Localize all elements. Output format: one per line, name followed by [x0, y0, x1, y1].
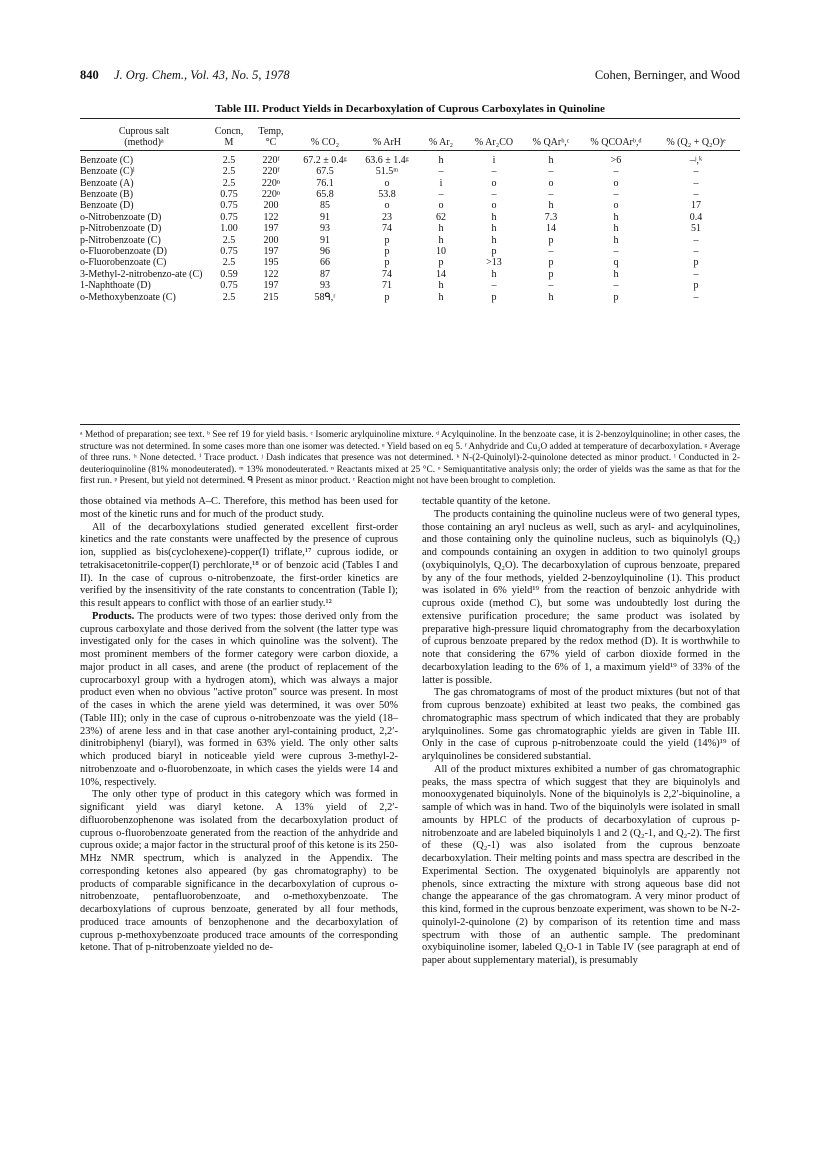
- table-cell: h: [613, 268, 619, 280]
- table-cell: h: [438, 280, 444, 292]
- table-cell: o: [384, 200, 390, 212]
- table-cell: 0.75: [220, 189, 238, 201]
- table-cell: o: [613, 177, 619, 189]
- table-cell: 2.5: [222, 234, 236, 246]
- column-header: % QCOArᵇ,ᵈ: [590, 137, 642, 149]
- table-cell: 197: [263, 246, 279, 258]
- table-cell: –: [438, 166, 444, 178]
- table-cell: i: [492, 154, 496, 166]
- cuprous-salt-cell: Benzoate (A): [80, 177, 134, 189]
- table-cell: h: [438, 234, 444, 246]
- paragraph: All of the product mixtures exhibited a number of gas chromatographic peaks, the mass spectra of which suggest that they are biquinolyls and monooxygenated biquinolyls. None of the biquinolyls is 2,2′-biquinoline, a sample of which was in hand. Two of the biquinolyls were isolated in small amounts by HPLC of the products of decarboxylation of cuprous p-nitrobenzoate and are labeled biquinolyls 1 and 2 (Q₂-1, and Q₂-2). The first of these (Q₂-1) was also isolated from the cuprous benzoate decarboxylation. Their melting points and mass spectra are described in the Experimental Section. The oxygenated biquinolyls are apparently not phenols, since extracting the mixture with strong aqueous base did not change the appearance of the gas chromatogram. A very minor product of this kind, formed in the cuprous benzoate experiment, was shown to be N-2-quinolyl-2-quinolone (2) by comparison of its retention time and mass spectrum with those of an authentic sample. The predominant oxybiquinoline isomer, labeled Q₂O-1 in Table IV (see paragraph at end of paper about supplementary material), is presumably: [422, 763, 740, 966]
- table-cell: 0.75: [220, 280, 238, 292]
- table-cell: h: [613, 223, 619, 235]
- table-cell: –: [693, 189, 699, 201]
- table-cell: p: [384, 257, 390, 269]
- table-row: [80, 292, 740, 303]
- table-cell: h: [491, 234, 497, 246]
- page-number: 840: [80, 68, 99, 82]
- table-cell: 195: [263, 257, 279, 269]
- cuprous-salt-cell: o-Methoxybenzoate (C): [80, 291, 176, 303]
- table-cell: h: [438, 223, 444, 235]
- table-cell: p: [384, 246, 390, 258]
- cuprous-salt-cell: 3-Methyl-2-nitrobenzo-ate (C): [80, 268, 203, 280]
- table-top-rule: [80, 118, 740, 119]
- table-cell: 0.75: [220, 246, 238, 258]
- table-cell: 200: [263, 200, 279, 212]
- table-cell: >13: [486, 257, 502, 269]
- table-cell: 197: [263, 280, 279, 292]
- column-header: Cuprous salt (method)ᵃ: [118, 126, 170, 149]
- paragraph: [80, 611, 398, 790]
- table-cell: –: [548, 166, 554, 178]
- cuprous-salt-cell: Benzoate (D): [80, 200, 134, 212]
- table-cell: –ʲ,ᵏ: [689, 154, 703, 166]
- column-header: % (Q₂ + Q₂O)ᵉ: [666, 137, 726, 149]
- section-heading: Products.: [92, 610, 135, 622]
- table-cell: h: [548, 291, 554, 303]
- table-cell: p: [384, 234, 390, 246]
- table-cell: 71: [382, 280, 392, 292]
- column-header: Concn, M: [214, 126, 244, 149]
- table-cell: 197: [263, 223, 279, 235]
- column-header: % QArᵇ,ᶜ: [532, 137, 570, 149]
- paragraph: The products containing the quinoline nucleus were of two general types, those containing an aryl nucleus as well, such as aryl- and acylquinolines, and those containing only the quinoline nucleus, such as biquinolyls (Q₂) and compounds containing an oxygen in addition to two quinolyl groups (oxybiquinolyls, Q₂O). The decarboxylation of cuprous benzoate, prepared by any of the four methods, yielded 2-benzoylquinoline (1). This product was isolated in 6% yield¹⁹ from the reaction of benzoic anhydride with cuprous oxide (method C), but some was undoubtedly lost during the extensive purification procedure; the same product was isolated by preparative high-pressure liquid chromatography from the decarboxylation of cuprous benzoate prepared by the redox method (D). It is worthwhile to note that considering the 67% yield of carbon dioxide formed in the decarboxylation leading to the 6% of 1, a maximum yield¹⁹ of 33% of the latter is possible.: [422, 508, 740, 686]
- table-title: Table III. Product Yields in Decarboxylation of Cuprous Carboxylates in Quinoline: [215, 103, 605, 115]
- table-cell: –: [693, 246, 699, 258]
- table-cell: h: [613, 211, 619, 223]
- table-cell: p: [693, 280, 699, 292]
- table-cell: –: [693, 234, 699, 246]
- paragraph-text: The products were of two types: those derived only from the cuprous carboxylate and those derived from the solvent (the latter type was investigated only for the cases in which quinoline was the solvent). The most prominent members of the former category were carbon dioxide, a major product in all cases, and arene (the product of replacement of the cuprocarboxyl group with a hydrogen atom), which was always a major product even when no obvious "active proton" source was present. In most of the cases in which the arene yield was determined, it was over 50% (Table III); only in the case of cuprous o-nitrobenzoate was the yield (18–23%) of arene less and in that case another aryl-containing product, 2,2′-dinitrobiphenyl (biaryl), was formed in 63% yield. The only other salts which produced biaryl in noticeable yield were cuprous 3-methyl-2-nitrobenzoate and o-fluorobenzoate, in which cases the yields were 14 and 10%, respectively.: [80, 610, 398, 788]
- cuprous-salt-cell: p-Nitrobenzoate (C): [80, 234, 161, 246]
- table-row: [80, 223, 740, 234]
- table-cell: 215: [263, 291, 279, 303]
- table-cell: h: [438, 291, 444, 303]
- table-cell: –: [613, 166, 619, 178]
- cuprous-salt-cell: o-Fluorobenzoate (D): [80, 246, 167, 258]
- table-cell: p: [438, 257, 444, 269]
- table-cell: p: [384, 291, 390, 303]
- table-footnotes: ᵃ Method of preparation; see text. ᵇ See ref 19 for yield basis. ᶜ Isomeric arylquinoline mixture. ᵈ Acylquinoline. In the benzoate case, it is 2-benzoylquinoline; in other cases, the structure was not determined. In some cases more than one isomer was detected. ᵉ Yield based on eq 5. ᶠ Anhydride and Cu₂O added at temperature of decarboxylation. ᵍ Average of three runs. ʰ None detected. ⁱ Trace product. ʲ Dash indicates that presence was not determined. ᵏ N-(2-Quinolyl)-2-quinolone detected as minor product. ˡ Conducted in 2-deuterioquinoline (81% monodeuterated). ᵐ 13% monodeuterated. ⁿ Reactants mixed at 25 °C. ᵒ Semiquantitative analysis only; the order of yields was the same as that for the first run. ᵖ Present, but yield not determined. ᑫ Present as minor product. ʳ Reaction might not have been brought to completion.: [80, 430, 740, 486]
- table-cell: 220ᶠ: [262, 166, 280, 178]
- table-cell: o: [491, 177, 497, 189]
- table-row: [80, 246, 740, 257]
- table-cell: 87: [320, 268, 330, 280]
- table-cell: 2.5: [222, 291, 236, 303]
- table-cell: 62: [436, 211, 446, 223]
- table-row: [80, 269, 740, 280]
- table-cell: p: [693, 257, 699, 269]
- table-cell: 2.5: [222, 257, 236, 269]
- column-header: % CO₂: [310, 137, 340, 149]
- table-cell: h: [491, 268, 497, 280]
- left-column: [80, 496, 398, 955]
- column-header: Temp, °C: [258, 126, 284, 149]
- table-cell: h: [548, 200, 554, 212]
- journal-citation: J. Org. Chem., Vol. 43, No. 5, 1978: [114, 68, 290, 82]
- table-cell: 67.5: [316, 166, 334, 178]
- table-cell: 220ⁿ: [261, 177, 281, 189]
- table-cell: 200: [263, 234, 279, 246]
- table-cell: 0.59: [220, 268, 238, 280]
- cuprous-salt-cell: o-Nitrobenzoate (D): [80, 211, 162, 223]
- table-row: [80, 200, 740, 211]
- cuprous-salt-cell: Benzoate (C)ˡ: [80, 166, 135, 178]
- table-cell: o: [613, 200, 619, 212]
- table-cell: 2.5: [222, 177, 236, 189]
- paragraph: All of the decarboxylations studied generated excellent first-order kinetics and the rate constants were unaffected by the presence of cuprous ion, supplied as bis(cyclohexene)-copper(I) triflate,¹⁷ cuprous iodide, or tetrakisacetonitrile-copper(I) perchlorate,¹⁸ or of benzoic acid (Tables I and II). In the case of cuprous o-nitrobenzoate, the first-order kinetics are verified by the insensitivity of the rate constants to concentration (Table I); this result appears to conflict with those of an earlier study.¹²: [80, 521, 398, 609]
- table-cell: –: [693, 291, 699, 303]
- table-cell: 17: [691, 200, 701, 212]
- table-cell: 23: [382, 211, 392, 223]
- paragraph: tectable quantity of the ketone.: [422, 496, 551, 507]
- table-cell: h: [438, 154, 444, 166]
- cuprous-salt-cell: p-Nitrobenzoate (D): [80, 223, 162, 235]
- table-cell: 51.5ᵐ: [375, 166, 399, 178]
- table-cell: 51: [691, 223, 701, 235]
- table-cell: –: [613, 246, 619, 258]
- table-cell: h: [491, 223, 497, 235]
- table-body: [80, 149, 740, 303]
- table-cell: i: [439, 177, 443, 189]
- cuprous-salt-cell: Benzoate (C): [80, 154, 134, 166]
- paragraph: The only other type of product in this category which was formed in significant yield was diaryl ketone. A 13% yield of 2,2′-difluorobenzophenone was isolated from the decarboxylation product of cuprous o-fluorobenzoate generated from the reaction of the anhydride and cuprous oxide; a major factor in the structural proof of this ketone is its 250-MHz NMR spectrum, which is analyzed in the Appendix. The corresponding ketones also appeared (by gas chromatography) to be products of comparable significance in the decarboxylation of cuprous o-nitrobenzoate, pentafluorobenzoate, and o-methoxybenzoate. The decarboxylations of cuprous benzoate, generated by all four methods, produced trace amounts of benzophenone and the decarboxylation of cuprous p-methoxybenzoate produced trace amounts of the corresponding ketone. That of p-nitrobenzoate yielded no de-: [80, 789, 398, 954]
- paragraph: those obtained via methods A–C. Therefore, this method has been used for most of the kinetic runs and for much of the product study.: [80, 496, 398, 520]
- table-cell: 2.5: [222, 154, 236, 166]
- table-cell: q: [613, 257, 619, 269]
- table-cell: 53.8: [378, 189, 396, 201]
- table-cell: p: [491, 246, 497, 258]
- table-row: [80, 257, 740, 268]
- table-cell: h: [491, 211, 497, 223]
- table-cell: 10: [436, 246, 446, 258]
- table-cell: 122: [263, 211, 279, 223]
- table-cell: o: [548, 177, 554, 189]
- table-cell: h: [548, 154, 554, 166]
- table-cell: –: [548, 246, 554, 258]
- table-row: [80, 166, 740, 177]
- table-cell: –: [613, 280, 619, 292]
- table-cell: 14: [546, 223, 556, 235]
- table-cell: h: [613, 234, 619, 246]
- column-header: % Ar₂CO: [474, 137, 514, 149]
- table-cell: –: [548, 189, 554, 201]
- authors: Cohen, Berninger, and Wood: [594, 68, 740, 82]
- table-cell: 91: [320, 234, 330, 246]
- table-row: [80, 235, 740, 246]
- table-cell: –: [491, 280, 497, 292]
- table-cell: p: [613, 291, 619, 303]
- table-cell: p: [548, 234, 554, 246]
- table-cell: 76.1: [316, 177, 334, 189]
- table-cell: 91: [320, 211, 330, 223]
- cuprous-salt-cell: 1-Naphthoate (D): [80, 280, 151, 292]
- table-cell: –: [693, 177, 699, 189]
- table-cell: 66: [320, 257, 330, 269]
- page-header: [80, 68, 740, 84]
- table-cell: 96: [320, 246, 330, 258]
- paragraph: The gas chromatograms of most of the product mixtures (but not of that from cuprous benzoate) exhibited at least two peaks, the combined gas chromatographic mass spectrum of which indicated that they are probably arylquinolines. Some gas chromatographic yields are given in Table III. Only in the case of cuprous p-nitrobenzoate could the yield (14%)¹⁹ of arylquinolines be considered substantial.: [422, 687, 740, 762]
- table-cell: –: [491, 166, 497, 178]
- table-cell: 2.5: [222, 166, 236, 178]
- table-bottom-rule: [80, 424, 740, 425]
- table-row: [80, 189, 740, 200]
- table-cell: 74: [382, 223, 392, 235]
- table-cell: p: [491, 291, 497, 303]
- table-cell: 0.4: [689, 211, 703, 223]
- table-cell: 85: [320, 200, 330, 212]
- product-yields-table: [80, 126, 740, 303]
- table-cell: >6: [610, 154, 622, 166]
- table-row: [80, 280, 740, 291]
- table-row: [80, 212, 740, 223]
- cuprous-salt-cell: o-Fluorobenzoate (C): [80, 257, 167, 269]
- table-cell: 220ᶠ: [262, 154, 280, 166]
- table-cell: –: [491, 189, 497, 201]
- table-cell: 63.6 ± 1.4ᵍ: [365, 154, 409, 166]
- table-cell: 7.3: [544, 211, 558, 223]
- table-cell: 14: [436, 268, 446, 280]
- table-cell: o: [491, 200, 497, 212]
- table-cell: 74: [382, 268, 392, 280]
- table-cell: o: [438, 200, 444, 212]
- column-header: % ArH: [372, 137, 402, 149]
- table-cell: p: [548, 257, 554, 269]
- table-header-row: [80, 126, 740, 149]
- table-cell: o: [384, 177, 390, 189]
- table-row: [80, 155, 740, 166]
- column-header: % Ar₂: [428, 137, 454, 149]
- table-cell: 93: [320, 223, 330, 235]
- table-cell: p: [548, 268, 554, 280]
- table-cell: 93: [320, 280, 330, 292]
- table-row: [80, 178, 740, 189]
- table-cell: –: [438, 189, 444, 201]
- table-cell: 1.00: [220, 223, 238, 235]
- cuprous-salt-cell: Benzoate (B): [80, 189, 134, 201]
- table-cell: 65.8: [316, 189, 334, 201]
- table-cell: 67.2 ± 0.4ᵍ: [303, 154, 347, 166]
- table-cell: 0.75: [220, 200, 238, 212]
- right-column: [422, 496, 740, 968]
- table-cell: –: [548, 280, 554, 292]
- table-cell: 220ⁿ: [261, 189, 281, 201]
- table-cell: 0.75: [220, 211, 238, 223]
- table-cell: –: [693, 268, 699, 280]
- table-cell: 58ᑫ,ʳ: [314, 291, 336, 303]
- table-cell: 122: [263, 268, 279, 280]
- table-cell: –: [693, 166, 699, 178]
- table-cell: –: [613, 189, 619, 201]
